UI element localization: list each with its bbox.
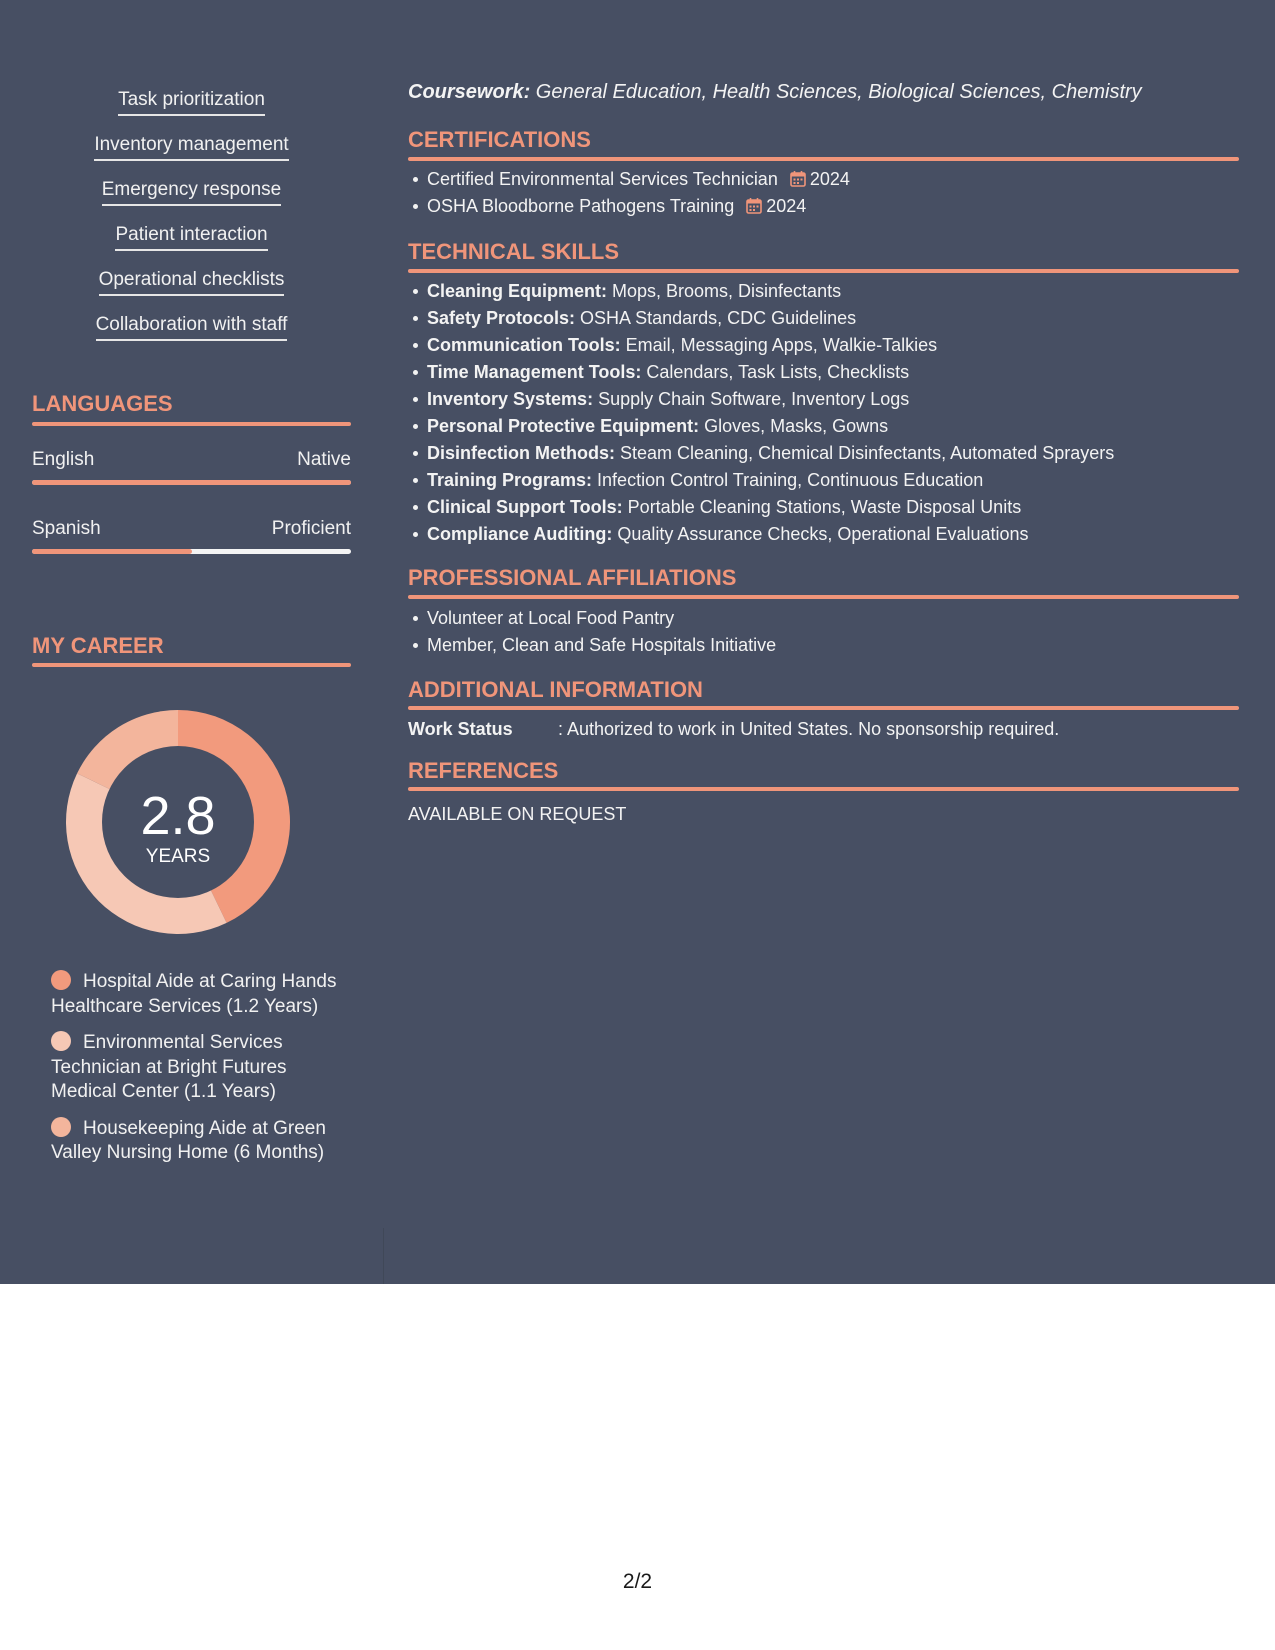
calendar-icon <box>790 170 806 187</box>
language-name: English <box>32 449 95 470</box>
technical-skill-item <box>427 386 1237 413</box>
career-unit: YEARS <box>145 846 211 867</box>
career-legend <box>51 970 341 1178</box>
languages-title: LANGUAGES <box>32 391 173 416</box>
career-item-label: Housekeeping Aide at Green Valley Nursing Home (6 Months) <box>51 1117 326 1163</box>
skill-label: Task prioritization <box>118 86 265 116</box>
skill-item <box>32 266 351 311</box>
certifications-list <box>408 166 1237 220</box>
skill-category: Personal Protective Equipment: <box>427 416 700 436</box>
career-donut-chart <box>66 710 290 934</box>
coursework-text: General Education, Health Sciences, Biological Sciences, Chemistry <box>530 81 1142 103</box>
skill-category: Disinfection Methods: <box>427 443 615 463</box>
skill-label: Operational checklists <box>99 266 285 296</box>
additional-info-rule <box>408 706 1239 710</box>
career-item <box>51 970 341 1019</box>
career-item-label: Hospital Aide at Caring Hands Healthcare Services (1.2 Years) <box>51 971 337 1017</box>
certification-item <box>427 166 1237 193</box>
skill-category: Inventory Systems: <box>427 389 594 409</box>
skill-category: Training Programs: <box>427 470 593 490</box>
technical-skill-item <box>427 467 1237 494</box>
work-status-value: : Authorized to work in United States. No sponsorship required. <box>558 719 1060 739</box>
career-item <box>51 1031 341 1105</box>
career-title: MY CAREER <box>32 633 164 658</box>
skill-values: Gloves, Masks, Gowns <box>699 416 889 436</box>
skill-values: Portable Cleaning Stations, Waste Disposal Units <box>622 497 1022 517</box>
technical-skills-list <box>408 278 1237 548</box>
technical-skill-item <box>427 494 1237 521</box>
skill-label: Emergency response <box>102 176 282 206</box>
language-bar-fill <box>32 549 192 554</box>
legend-dot-icon <box>51 1117 71 1137</box>
technical-skill-item <box>427 332 1237 359</box>
certification-name: Certified Environmental Services Technician <box>427 169 778 189</box>
legend-dot-icon <box>51 1031 71 1051</box>
skill-label: Collaboration with staff <box>96 311 288 341</box>
technical-skills-rule <box>408 269 1239 273</box>
language-bar-english <box>32 480 351 485</box>
skill-category: Time Management Tools: <box>427 362 642 382</box>
language-row-spanish <box>32 517 351 541</box>
languages-rule <box>32 422 351 426</box>
skill-item <box>32 311 351 356</box>
references-rule <box>408 787 1239 791</box>
language-name: Spanish <box>32 518 101 539</box>
technical-skills-title: TECHNICAL SKILLS <box>408 239 620 264</box>
skill-values: Calendars, Task Lists, Checklists <box>641 362 910 382</box>
references-title: REFERENCES <box>408 758 559 783</box>
career-item-label: Environmental Services Technician at Bright Futures Medical Center (1.1 Years) <box>51 1032 287 1102</box>
skill-values: Mops, Brooms, Disinfectants <box>607 281 842 301</box>
affiliation-item: Member, Clean and Safe Hospitals Initiative <box>427 632 1237 659</box>
skill-category: Compliance Auditing: <box>427 524 613 544</box>
certifications-rule <box>408 157 1239 161</box>
certification-year: 2024 <box>809 169 850 189</box>
affiliations-list <box>408 605 1237 659</box>
work-status-label: Work Status <box>408 719 513 739</box>
legend-dot-icon <box>51 970 71 990</box>
skill-item <box>32 221 351 266</box>
technical-skill-item <box>427 440 1237 467</box>
references-text: AVAILABLE ON REQUEST <box>408 804 627 824</box>
skill-category: Communication Tools: <box>427 335 621 355</box>
page-number: 2/2 <box>622 1570 653 1593</box>
certification-name: OSHA Bloodborne Pathogens Training <box>427 196 735 216</box>
affiliation-item: Volunteer at Local Food Pantry <box>427 605 1237 632</box>
certification-item <box>427 193 1237 220</box>
skill-item <box>32 176 351 221</box>
technical-skill-item <box>427 305 1237 332</box>
skill-values: Supply Chain Software, Inventory Logs <box>593 389 910 409</box>
column-divider <box>383 1228 384 1284</box>
additional-info-title: ADDITIONAL INFORMATION <box>408 677 703 702</box>
skill-label: Inventory management <box>94 131 288 161</box>
language-row-english <box>32 448 351 472</box>
language-bar-fill <box>32 480 351 485</box>
skill-category: Clinical Support Tools: <box>427 497 623 517</box>
coursework-label: Coursework: <box>408 81 531 103</box>
certification-year: 2024 <box>766 196 807 216</box>
technical-skill-item <box>427 521 1237 548</box>
certifications-title: CERTIFICATIONS <box>408 127 591 152</box>
career-rule <box>32 663 351 667</box>
skill-values: Quality Assurance Checks, Operational Evaluations <box>612 524 1029 544</box>
skill-category: Safety Protocols: <box>427 308 576 328</box>
affiliations-title: PROFESSIONAL AFFILIATIONS <box>408 565 737 590</box>
skill-item <box>32 86 351 131</box>
skill-category: Cleaning Equipment: <box>427 281 607 301</box>
skill-label: Patient interaction <box>115 221 267 251</box>
technical-skill-item <box>427 413 1237 440</box>
coursework <box>408 79 1142 105</box>
language-level: Native <box>297 449 351 470</box>
skill-values: Infection Control Training, Continuous Education <box>592 470 984 490</box>
skills-list <box>32 86 351 356</box>
language-bar-spanish <box>32 549 351 554</box>
language-level: Proficient <box>271 518 351 539</box>
skill-values: Steam Cleaning, Chemical Disinfectants, Automated Sprayers <box>615 443 1115 463</box>
career-total: 2.8 <box>140 786 216 846</box>
work-status <box>408 716 1059 742</box>
affiliations-rule <box>408 595 1239 599</box>
calendar-icon <box>746 197 762 214</box>
skill-values: OSHA Standards, CDC Guidelines <box>575 308 857 328</box>
skill-item <box>32 131 351 176</box>
technical-skill-item <box>427 278 1237 305</box>
skill-values: Email, Messaging Apps, Walkie-Talkies <box>620 335 938 355</box>
career-item <box>51 1117 341 1166</box>
technical-skill-item <box>427 359 1237 386</box>
